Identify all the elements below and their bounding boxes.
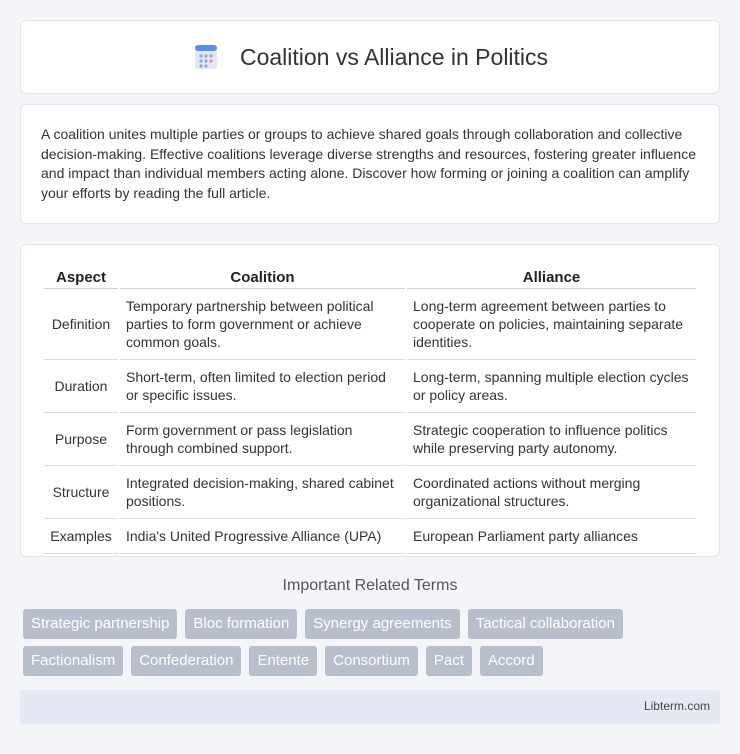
related-term-tag[interactable]: Accord [480,646,543,676]
related-term-tag[interactable]: Consortium [325,646,418,676]
table-row [44,360,696,413]
coalition-cell: Form government or pass legislation through combined support. [120,413,405,466]
aspect-cell: Structure [44,466,118,519]
header-card [20,20,720,94]
related-term-tag[interactable]: Bloc formation [185,609,297,639]
column-header-coalition: Coalition [120,265,405,289]
table-row [44,289,696,360]
table-row [44,519,696,554]
aspect-cell: Duration [44,360,118,413]
aspect-cell: Examples [44,519,118,554]
coalition-cell: Short-term, often limited to election period or specific issues. [120,360,405,413]
comparison-table [42,265,698,554]
column-header-alliance: Alliance [407,265,696,289]
alliance-cell: Long-term, spanning multiple election cycles or policy areas. [407,360,696,413]
column-header-aspect: Aspect [44,265,118,289]
comparison-card [20,244,720,557]
related-term-tag[interactable]: Strategic partnership [23,609,177,639]
related-term-tag[interactable]: Synergy agreements [305,609,459,639]
coalition-cell: India's United Progressive Alliance (UPA) [120,519,405,554]
intro-card [20,104,720,224]
table-row [44,466,696,519]
alliance-cell: European Parliament party alliances [407,519,696,554]
related-term-tag[interactable]: Factionalism [23,646,123,676]
coalition-cell: Integrated decision-making, shared cabinet positions. [120,466,405,519]
related-term-tag[interactable]: Pact [426,646,472,676]
document-icon [192,43,220,71]
related-term-tag[interactable]: Confederation [131,646,241,676]
aspect-cell: Purpose [44,413,118,466]
footer-site-link[interactable]: Libterm.com [643,699,710,713]
footer [20,690,720,724]
coalition-cell: Temporary partnership between political parties to form government or achieve common goals. [120,289,405,360]
alliance-cell: Strategic cooperation to influence politics while preserving party autonomy. [407,413,696,466]
related-terms-title: Important Related Terms [282,577,458,594]
table-header-row [44,265,696,289]
alliance-cell: Coordinated actions without merging organizational structures. [407,466,696,519]
page-title: Coalition vs Alliance in Politics [239,43,549,70]
alliance-cell: Long-term agreement between parties to cooperate on policies, maintaining separate identities. [407,289,696,360]
related-term-tag[interactable]: Tactical collaboration [468,609,623,639]
aspect-cell: Definition [44,289,118,360]
related-term-tag[interactable]: Entente [249,646,317,676]
related-terms-list [23,609,723,676]
table-row [44,413,696,466]
intro-text: A coalition unites multiple parties or groups to achieve shared goals through collaboration and collective decision-making. Effective coalitions leverage diverse strengths and resources, fostering greater influence and impact than individual members acting alone. Discover how forming or joining a coalition can amplify your efforts by reading the full article. [41,126,696,201]
